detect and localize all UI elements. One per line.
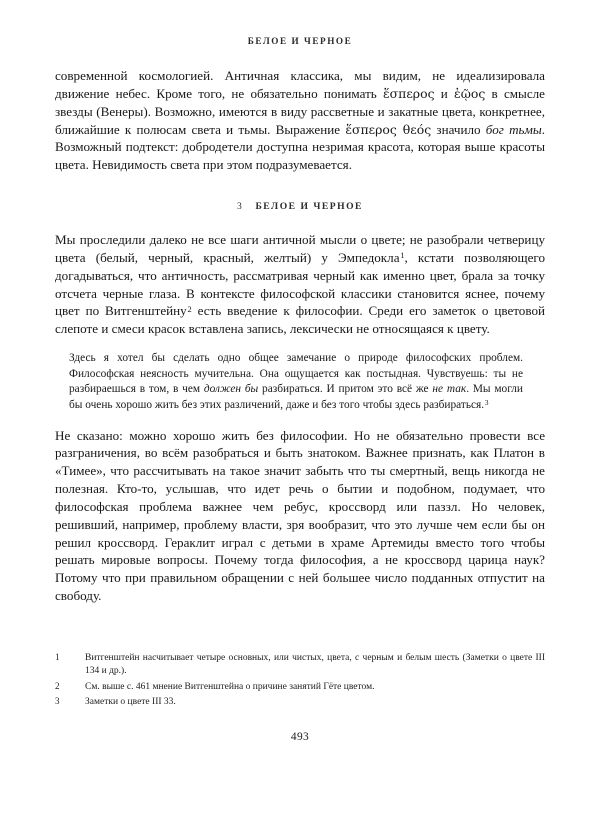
footnote-ref-1[interactable]: 1 [400,251,405,261]
block-quote [55,351,523,413]
footnote-text: Заметки о цвете III 33. [85,697,176,708]
para1-segment-b: и [434,85,455,101]
italic-ne-tak: не так [432,383,467,396]
italic-bog-tmy: бог тьмы [485,121,542,137]
footnote-ref-2[interactable]: 2 [187,304,192,314]
greek-phrase-hesperos-theos: ἕσπερος θεός [345,121,432,137]
italic-dolzhen-by: должен бы [203,383,259,396]
footnote-ref-3[interactable]: 3 [484,398,489,407]
paragraph-3: Не сказано: можно хорошо жить без философии. Но не обязательно провести все разграничения, во всём разобраться и быть знатоком. Важнее признать, как Платон в «Тимее», что рассчитывать на такое значит забыть что ты смертный, вещь никогда не полезная. Кто-то, услышав, что идет речь о бытии и подобном, подумает, что философская проблема важнее чем ребус, кроссворд или паззл. Но человек, решивший, например, проблему власти, зря вообразит, что это лучше чем если бы он решил кроссворд. Гераклит играл с детьми в храме Артемиды вместо того чтобы решать мировые вопросы. Почему тогда философия, а не кроссворд царица наук? Потому что при правильном обращении с ней большее число подданных отпустит на свободу. [55,427,545,604]
footnote-number: 2 [55,680,60,691]
quote-text [69,351,523,413]
section-number: 3 [237,201,243,213]
para2-segment-b: , кстати позволяющего догадываться, что античность, рассматривая черный как именно цвет, брала за точку отсчета черные глаза. В контексте философской классики становится яснее, почему цвет по Витгенштейну [55,249,545,319]
para1-segment-e: . Возможный подтекст: добродетели доступна незримая красота, которая выше красоты цвета. Невидимость света при этом подразумевается. [55,121,546,173]
quote-segment-b: разбираться. И притом это всё же [258,383,433,396]
running-head: БЕЛОЕ И ЧЕРНОЕ [247,36,353,46]
footnote-item [55,695,545,709]
para1-segment-d: значило [431,121,486,137]
body-text-column [55,67,545,605]
para1-segment-a: современной космологией. Античная классика, мы видим, не идеализировала движение небес. Кроме того, не обязательно понимать [55,68,545,101]
section-heading [55,201,545,212]
paragraph-2 [55,231,545,338]
para1-segment-c: в смысле звезды (Венеры). Возможно, имеются в виду рассветные и закатные цвета, конкретнее, ближайшие к полюсам света и тьмы. Выражение [55,85,545,137]
paragraph-continuation [55,67,545,174]
footnote-item [55,680,545,694]
quote-segment-c: . Мы могли бы очень хорошо жить без этих различений, даже и без того чтобы здесь разбираться. [69,383,523,411]
greek-word-hesperos: ἕσπερος [383,85,435,101]
footnote-item [55,651,545,679]
section-title: БЕЛОЕ И ЧЕРНОЕ [255,201,363,213]
footnotes-block [55,651,545,711]
quote-segment-a: Здесь я хотел бы сделать одно общее замечание о природе философских проблем. Философская неясность мучительна. Она ощущается как постыдная. Чувствуешь: ты не разбираешься в том, в чем [69,352,523,396]
footnote-number: 1 [55,652,60,662]
page-number: 493 [290,731,310,743]
footnote-text: См. выше с. 461 мнение Витгенштейна о причине занятий Гёте цветом. [85,681,375,692]
footnote-number: 3 [55,696,60,707]
greek-word-heoos: ἑῷος [454,85,486,101]
para2-segment-c: есть введение к философии. Среди его заметок о цветовой слепоте и смеси красок вставлена запись, лексически не относящаяся к цвету. [55,303,545,337]
footnote-text: Витгенштейн насчитывает четыре основных, или чистых, цвета, с черным и белым шесть (Заметки о цвете III 134 и др.). [85,653,545,677]
para2-segment-a: Мы проследили далеко не все шаги античной мысли о цвете; не разобрали четверицу цвета (белый, черный, красный, желтый) у Эмпедокла [55,232,545,265]
